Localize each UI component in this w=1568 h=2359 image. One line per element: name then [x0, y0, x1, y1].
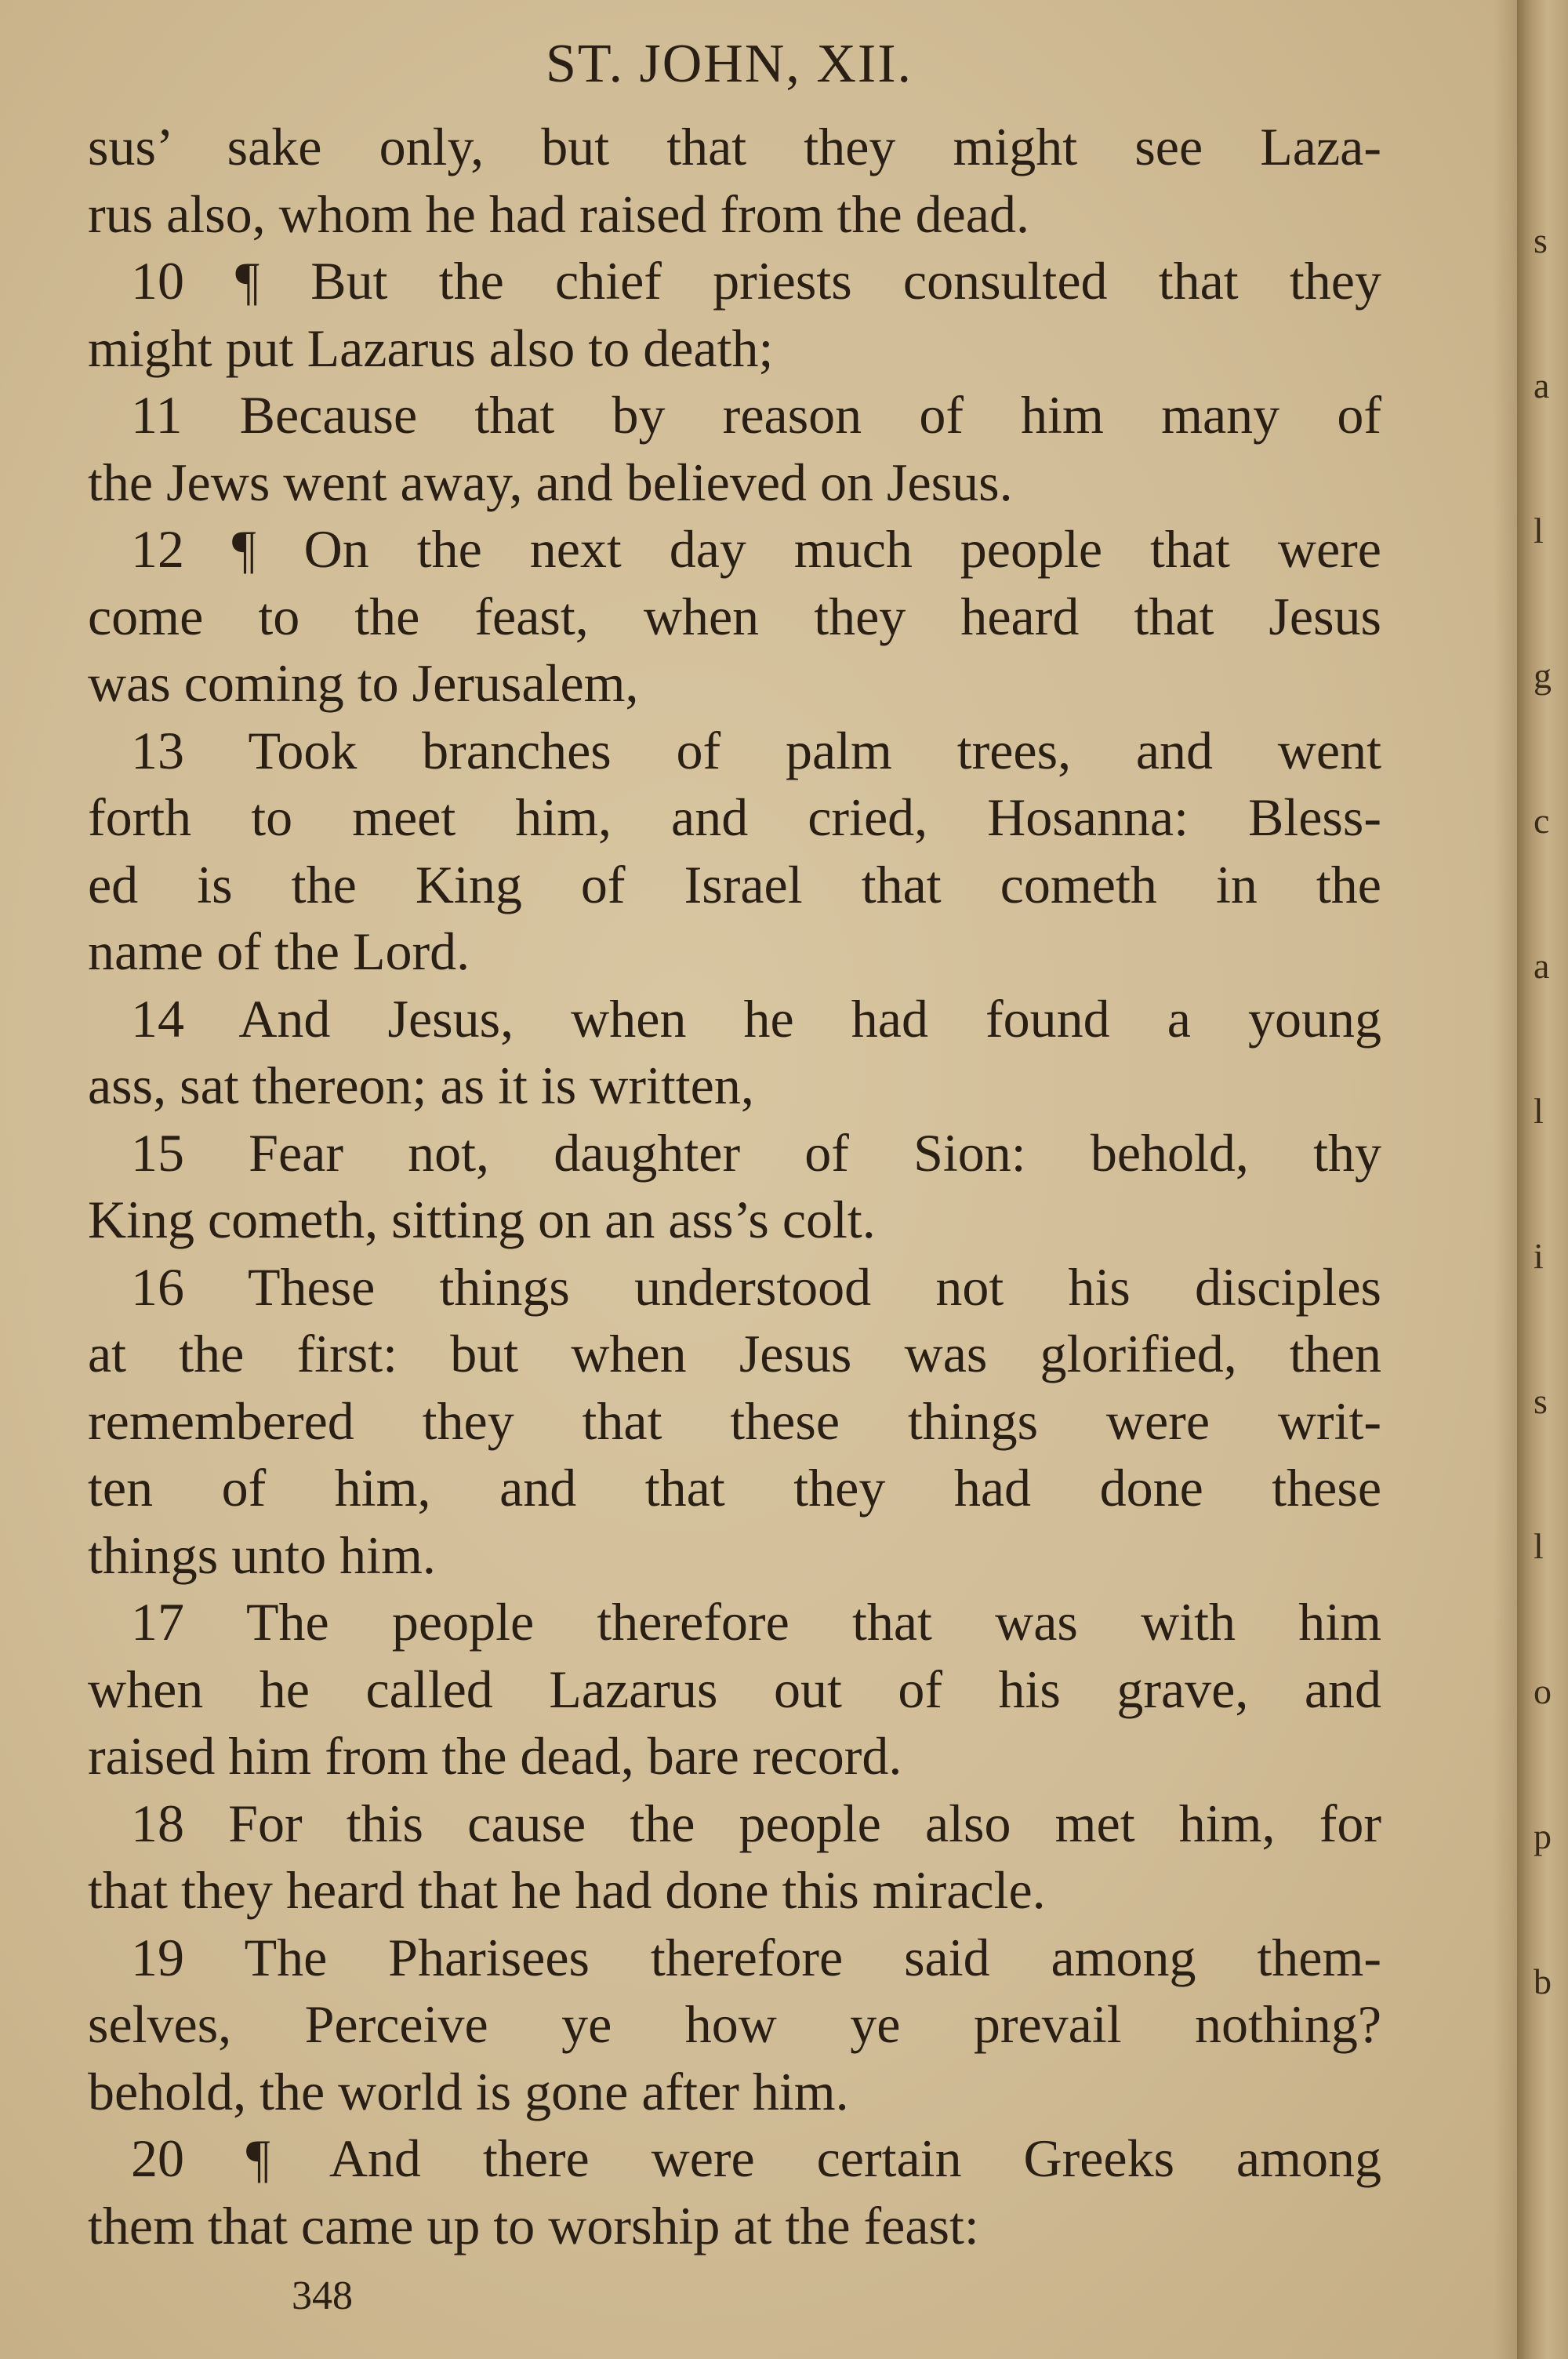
facing-page-letter: s [1534, 220, 1548, 260]
facing-page-letter: l [1534, 511, 1544, 551]
text-line: name of the Lord. [88, 921, 470, 981]
text-line: 20 ¶ And there were certain Greeks among [131, 2128, 1381, 2188]
facing-page-letter: o [1534, 1671, 1552, 1711]
text-line: King cometh, sitting on an ass’s colt. [88, 1190, 876, 1249]
text-line: 17 The people therefore that was with him [131, 1592, 1381, 1652]
text-line: 14 And Jesus, when he had found a young [131, 988, 1381, 1049]
facing-page-letter: b [1534, 1961, 1552, 2001]
text-line: behold, the world is gone after him. [88, 2061, 849, 2121]
page-number: 348 [292, 2274, 353, 2318]
text-line: rus also, whom he had raised from the dead. [88, 184, 1029, 244]
text-line: ten of him, and that they had done these [88, 1458, 1381, 1518]
verse-text-block [88, 114, 1381, 2259]
text-line: might put Lazarus also to death; [88, 318, 774, 378]
facing-page-letter: a [1534, 946, 1550, 986]
facing-page-letter: l [1534, 1526, 1544, 1566]
gutter-shadow [1494, 0, 1517, 2359]
text-line: sus’ sake only, but that they might see Laza- [88, 117, 1381, 176]
text-line: ed is the King of Israel that cometh in the [88, 854, 1381, 914]
text-line: remembered they that these things were writ- [88, 1390, 1381, 1451]
facing-page-letter: s [1534, 1381, 1548, 1421]
text-line: ass, sat thereon; as it is written, [88, 1056, 754, 1115]
text-line: 19 The Pharisees therefore said among them- [131, 1927, 1381, 1987]
text-line: 13 Took branches of palm trees, and went [131, 720, 1381, 780]
facing-page-letter: c [1534, 801, 1550, 841]
text-line: the Jews went away, and believed on Jesus. [88, 452, 1013, 512]
text-line: that they heard that he had done this miracle. [88, 1860, 1046, 1920]
facing-page-letter: a [1534, 365, 1550, 405]
text-line: 15 Fear not, daughter of Sion: behold, thy [131, 1122, 1381, 1183]
text-line: at the first: but when Jesus was glorified, then [88, 1324, 1381, 1383]
text-line: things unto him. [88, 1525, 436, 1585]
text-line: them that came up to worship at the feast: [88, 2195, 979, 2255]
text-line: 16 These things understood not his disciples [131, 1256, 1381, 1317]
text-line: forth to meet him, and cried, Hosanna: Bless- [88, 787, 1381, 847]
text-line: raised him from the dead, bare record. [88, 1726, 902, 1786]
text-line: 18 For this cause the people also met him, for [131, 1793, 1381, 1853]
running-head: ST. JOHN, XII. [545, 34, 913, 94]
facing-page-letters [1519, 0, 1566, 2359]
text-line: was coming to Jerusalem, [88, 653, 639, 713]
text-line: 12 ¶ On the next day much people that were [131, 519, 1381, 579]
text-line: come to the feast, when they heard that Jesus [88, 586, 1381, 646]
text-line: selves, Perceive ye how ye prevail nothing? [88, 1994, 1381, 2054]
facing-page-letter: g [1534, 656, 1552, 696]
facing-page-letter: l [1534, 1091, 1544, 1131]
facing-page-letter: p [1534, 1816, 1552, 1856]
text-line: 10 ¶ But the chief priests consulted that they [131, 251, 1381, 311]
facing-page-letter: i [1534, 1236, 1544, 1276]
text-line: 11 Because that by reason of him many of [131, 385, 1381, 445]
text-line: when he called Lazarus out of his grave, and [88, 1659, 1381, 1719]
